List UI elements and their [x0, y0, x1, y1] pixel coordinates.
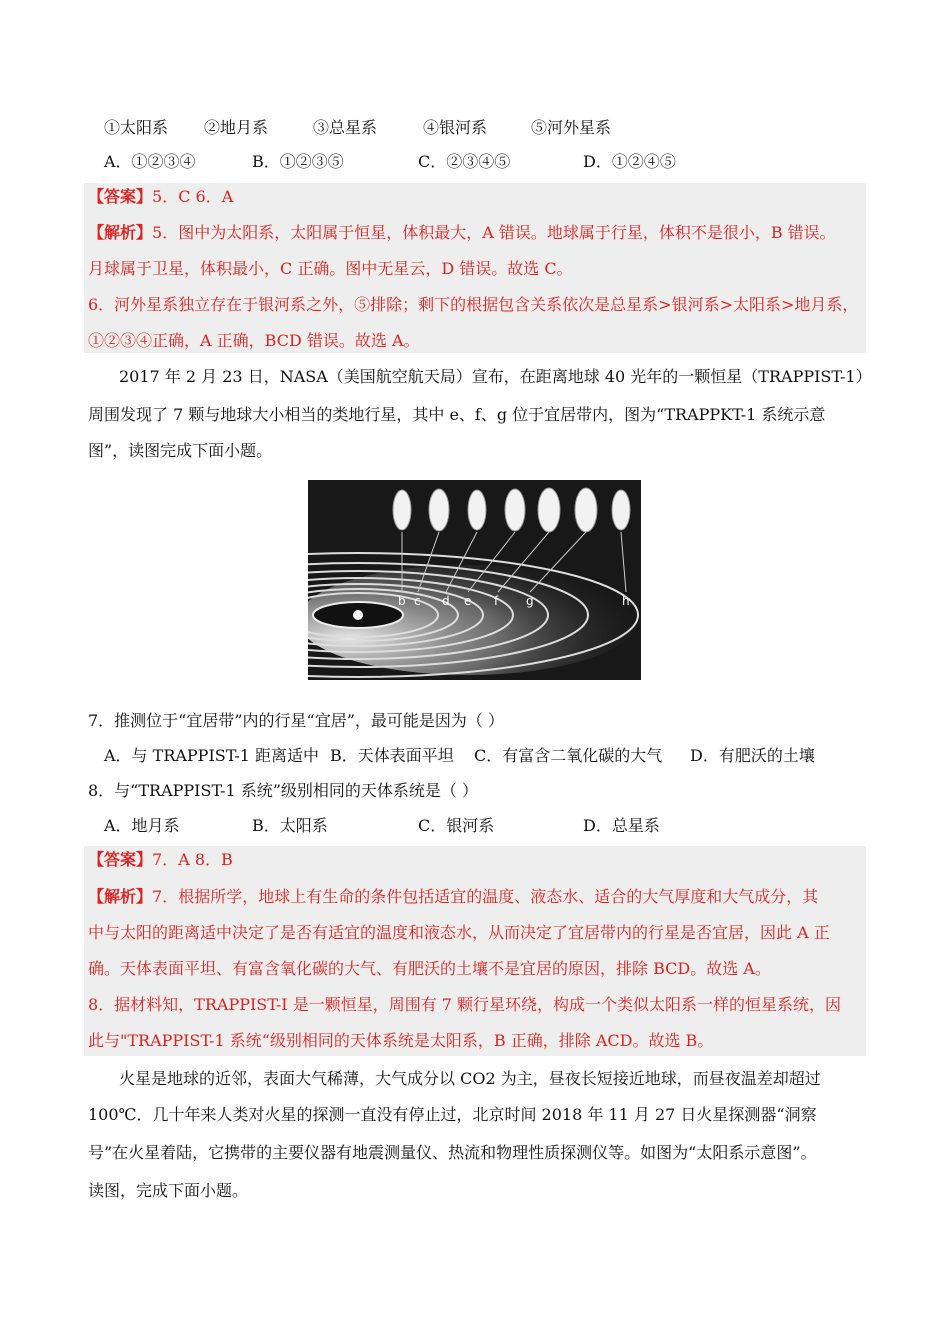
q6-option-c: C．②③④⑤	[418, 152, 511, 171]
q6-option-d: D．①②④⑤	[583, 152, 676, 171]
q7-option-c: C．有富含二氧化碳的大气	[474, 746, 663, 765]
planet-d	[468, 490, 486, 530]
planet-f	[538, 488, 560, 532]
trappist-1-diagram	[308, 480, 641, 680]
answer-text-1: 5．C 6．A	[152, 187, 234, 206]
q8-option-c: C．银河系	[418, 816, 495, 835]
analysis-2-line-5: 此与"TRAPPIST-1 系统“级别相同的天体系统是太阳系，B 正确，排除 ACD。故选 B。	[88, 1031, 714, 1050]
q6-option-b: B．①②③⑤	[252, 152, 344, 171]
passage-1-line-3: 图”，读图完成下面小题。	[88, 441, 273, 460]
q8-option-b: B．太阳系	[252, 816, 328, 835]
analysis-2-line-3: 确。天体表面平坦、有富含氧化碳的大气、有肥沃的土壤不是宜居的原因，排除 BCD。故选 A。	[88, 959, 771, 978]
answer-line-2	[88, 849, 868, 871]
planet-c	[429, 489, 449, 531]
planet-h	[612, 490, 630, 530]
q6-item-4: ④银河系	[423, 118, 488, 137]
star-trappist-1	[353, 610, 363, 620]
analysis-tag-2: 【解析】	[88, 887, 153, 906]
label-g: g	[526, 594, 534, 608]
passage-1-line-2: 周围发现了 7 颗与地球大小相当的类地行星，其中 e、f、g 位于宜居带内，图为“TRAPPKT-1 系统示意	[88, 405, 826, 424]
analysis-1-line-3: 6．河外星系独立存在于银河系之外，⑤排除；剩下的根据包含关系依次是总星系>银河系>太阳系>地月系，	[88, 295, 859, 314]
planet-e	[505, 489, 525, 531]
trappist-orbit-illustration	[308, 480, 641, 680]
planet-g	[575, 488, 597, 532]
passage-2-line-2: 100℃．几十年来人类对火星的探测一直没有停止过，北京时间 2018 年 11 月 27 日火星探测器“洞察	[88, 1105, 817, 1124]
q6-item-1: ①太阳系	[104, 118, 169, 137]
answer-line-1	[88, 186, 868, 208]
passage-1-line-1: 2017 年 2 月 23 日，NASA（美国航空航天局）宣布，在距离地球 40 光年的一颗恒星（TRAPPIST-1）	[119, 367, 872, 386]
passage-2-line-4: 读图，完成下面小题。	[88, 1181, 249, 1200]
analysis-1-text-1: 5．图中为太阳系，太阳属于恒星，体积最大，A 错误。地球属于行星，体积不是很小，B 错误。	[152, 223, 836, 242]
label-h: h	[622, 594, 630, 608]
passage-2-line-3: 号”在火星着陆，它携带的主要仪器有地震测量仪、热流和物理性质探测仪等。如图为“太阳系示意图”。	[88, 1143, 817, 1162]
q8-option-d: D．总星系	[583, 816, 660, 835]
label-c: c	[414, 594, 421, 608]
analysis-2-line-4: 8．据材料知，TRAPPIST-I 是一颗恒星，周围有 7 颗行星环绕，构成一个类似太阳系一样的恒星系统，因	[88, 995, 842, 1014]
q6-option-a: A．①②③④	[104, 152, 196, 171]
analysis-2-line-2: 中与太阳的距离适中决定了是否有适宜的温度和液态水，从而决定了宜居带内的行星是否宜居，因此 A 正	[88, 923, 830, 942]
analysis-2-line-1	[88, 886, 868, 908]
passage-2-line-1: 火星是地球的近邻，表面大气稀薄，大气成分以 CO2 为主，昼夜长短接近地球，而昼夜温差却超过	[119, 1069, 821, 1088]
q6-item-5: ⑤河外星系	[531, 118, 612, 137]
answer-text-2: 7．A 8．B	[152, 850, 233, 869]
q7-stem: 7．推测位于“宜居带”内的行星“宜居”，最可能是因为（ ）	[88, 711, 504, 730]
label-f: f	[494, 594, 499, 608]
label-d: d	[442, 594, 450, 608]
q7-option-a: A．与 TRAPPIST-1 距离适中	[104, 746, 320, 765]
label-e: e	[464, 594, 472, 608]
analysis-1-line-2: 月球属于卫星，体积最小，C 正确。图中无星云，D 错误。故选 C。	[88, 259, 573, 278]
q6-item-2: ②地月系	[204, 118, 269, 137]
q8-option-a: A．地月系	[104, 816, 180, 835]
q7-option-d: D．有肥沃的土壤	[690, 746, 815, 765]
analysis-1-line-1	[88, 222, 868, 244]
q6-item-3: ③总星系	[313, 118, 378, 137]
q8-stem: 8．与“TRAPPIST-1 系统”级别相同的天体系统是（ ）	[88, 781, 478, 800]
answer-block-2	[84, 846, 866, 1056]
analysis-1-line-4: ①②③④正确，A 正确，BCD 错误。故选 A。	[88, 331, 420, 350]
analysis-2-text-1: 7．根据所学，地球上有生命的条件包括适宜的温度、液态水、适合的大气厚度和大气成分，其	[152, 887, 819, 906]
answer-tag-1: 【答案】	[88, 187, 153, 206]
planet-b	[393, 490, 411, 530]
analysis-tag-1: 【解析】	[88, 223, 153, 242]
answer-tag-2: 【答案】	[88, 850, 153, 869]
label-b: b	[398, 594, 406, 608]
q7-option-b: B．天体表面平坦	[330, 746, 454, 765]
